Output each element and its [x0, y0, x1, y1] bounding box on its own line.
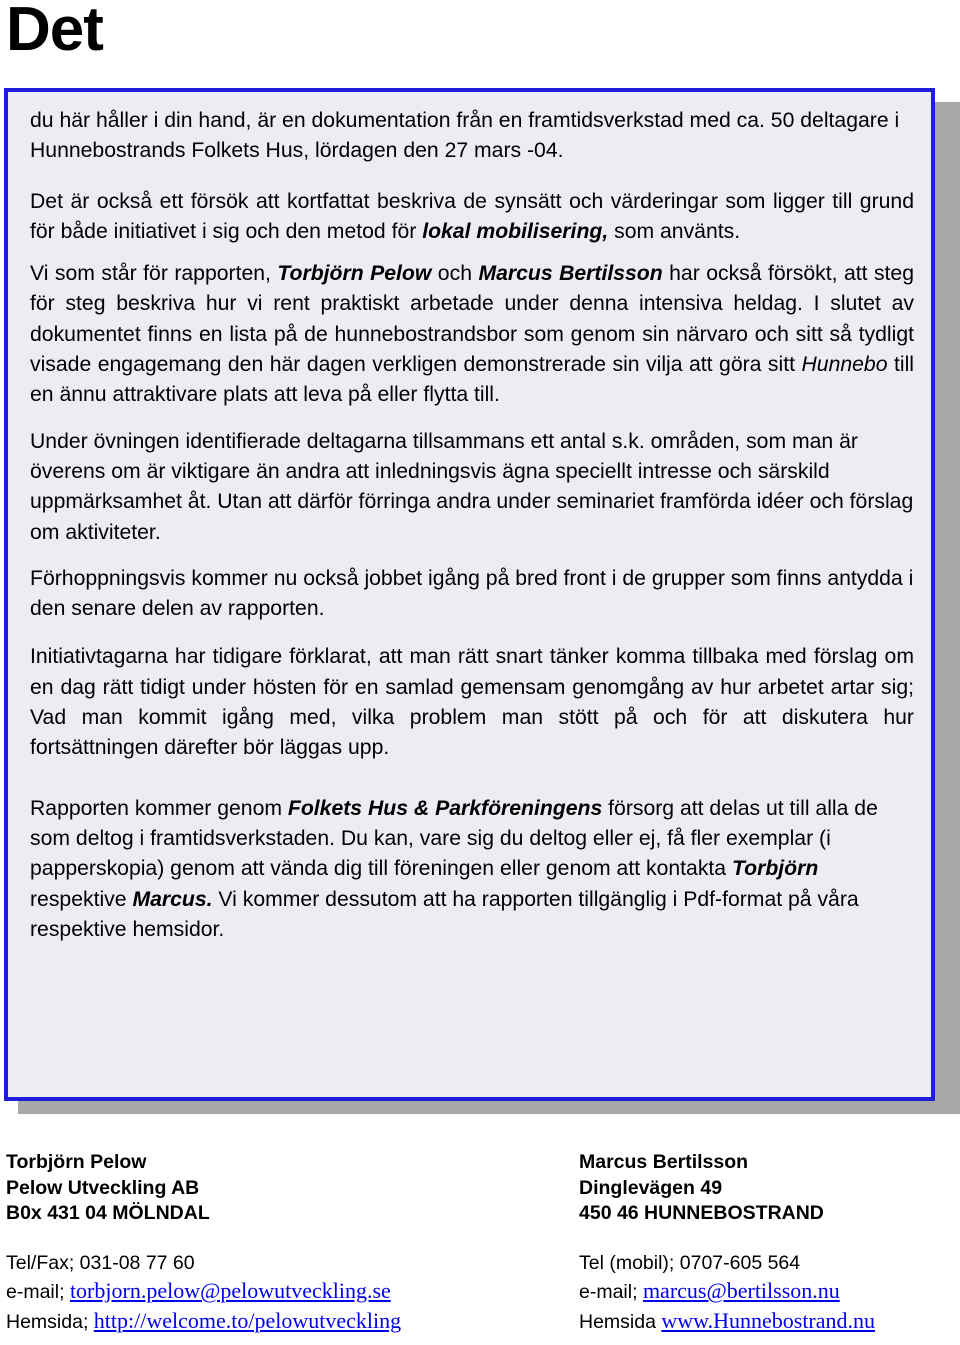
term-hunnebo: Hunnebo	[801, 353, 888, 377]
paragraph-followup: Initiativtagarna har tidigare förklarat, att man rätt snart tänker komma tillbaka med förslag om en dag rätt tidigt under hösten för en samlad gemensam genomgång av hur arbetet artar sig; Vad man kommit igång med, vilka problem man stött på och för att diskutera hur fortsättningen därefter bör läggas upp.	[30, 645, 914, 760]
paragraph-authors-and: och	[431, 262, 479, 286]
contact-right-address: 450 46 HUNNEBOSTRAND	[579, 1202, 824, 1224]
paragraph-purpose-end: som använts.	[608, 219, 741, 243]
term-lokal-mobilisering: lokal mobilisering,	[422, 219, 609, 243]
contact-right	[579, 1150, 959, 1336]
contact-left-name: Torbjörn Pelow	[6, 1151, 147, 1173]
name-torbjorn: Torbjörn	[731, 857, 819, 881]
info-box-text	[30, 106, 914, 965]
paragraph-distribution-end: Vi kommer dessutom att ha rapporten tillgänglig i Pdf-format på våra respektive hemsidor.	[30, 887, 859, 941]
paragraph-purpose	[30, 187, 914, 248]
contact-right-web-row	[579, 1306, 959, 1336]
contact-right-web-link[interactable]: www.Hunnebostrand.nu	[661, 1308, 876, 1333]
paragraph-authors-text: Vi som står för rapporten,	[30, 262, 278, 286]
name-marcus: Marcus.	[132, 887, 213, 911]
contact-left	[6, 1150, 426, 1336]
contact-right-email-link[interactable]: marcus@bertilsson.nu	[642, 1278, 840, 1303]
name-torbjorn-pelow: Torbjörn Pelow	[277, 262, 432, 286]
contact-left-web-row	[6, 1306, 426, 1336]
contact-right-email-row	[579, 1276, 959, 1306]
contact-left-address: B0x 431 04 MÖLNDAL	[6, 1202, 210, 1224]
page-heading: Det	[6, 0, 103, 64]
org-folkets-hus: Folkets Hus & Parkföreningens	[287, 796, 603, 820]
paragraph-distribution-and: respektive	[30, 887, 133, 911]
paragraph-authors-end: till en ännu attraktivare plats att leva på eller flytta till.	[30, 353, 914, 407]
contact-left-email-label: e-mail;	[6, 1281, 70, 1303]
contact-right-phone: Tel (mobil); 0707-605 564	[579, 1251, 801, 1274]
contact-left-email-row	[6, 1276, 426, 1306]
info-box	[4, 88, 935, 1101]
paragraph-areas: Under övningen identifierade deltagarna tillsammans ett antal s.k. områden, som man är överens om är viktigare än andra att inledningsvis ägna speciellt intresse och särskild uppmärksamhet åt. Utan att därför förringa andra under seminariet framförda idéer och förslag om aktiviteter.	[30, 429, 914, 544]
name-marcus-bertilsson: Marcus Bertilsson	[478, 262, 663, 286]
paragraph-distribution-body: försorg att delas ut till alla de som deltog i framtidsverkstaden. Du kan, vare sig du deltog eller ej, få fler exemplar (i papperskopia) genom att vända dig till föreningen eller genom att kontakta	[30, 796, 878, 881]
paragraph-distribution-text: Rapporten kommer genom	[30, 796, 288, 820]
contact-left-email-link[interactable]: torbjorn.pelow@pelowutveckling.se	[69, 1278, 391, 1303]
contact-left-web-link[interactable]: http://welcome.to/pelowutveckling	[93, 1308, 402, 1333]
paragraph-groups: Förhoppningsvis kommer nu också jobbet igång på bred front i de grupper som finns antydda i den senare delen av rapporten.	[30, 566, 914, 621]
paragraph-authors	[30, 259, 914, 410]
paragraph-authors-body: har också försökt, att steg för steg beskriva hur vi rent praktiskt arbetade under denna intensiva heldag. I slutet av dokumentet finns en lista på de hunnebostrandsbor som genom sin närvaro och sitt så tydligt visade engagemang den här dagen verkligen demonstrerade sin vilja att göra sitt	[30, 262, 914, 377]
contact-left-web-label: Hemsida;	[6, 1311, 94, 1333]
paragraph-purpose-text: Det är också ett försök att kortfattat beskriva de synsätt och värderingar som ligger till grund för både initiativet i sig och den metod för	[30, 189, 914, 243]
contact-left-phone: Tel/Fax; 031-08 77 60	[6, 1251, 195, 1274]
contact-right-name: Marcus Bertilsson	[579, 1151, 749, 1173]
contact-right-street: Dinglevägen 49	[579, 1176, 723, 1199]
contact-left-company: Pelow Utveckling AB	[6, 1176, 200, 1199]
contact-right-web-label: Hemsida	[579, 1311, 662, 1333]
paragraph-distribution	[30, 794, 914, 945]
contact-right-email-label: e-mail;	[579, 1281, 643, 1303]
paragraph-intro: du här håller i din hand, är en dokumentation från en framtidsverkstad med ca. 50 deltagare i Hunnebostrands Folkets Hus, lördagen den 27 mars -04.	[30, 109, 900, 163]
